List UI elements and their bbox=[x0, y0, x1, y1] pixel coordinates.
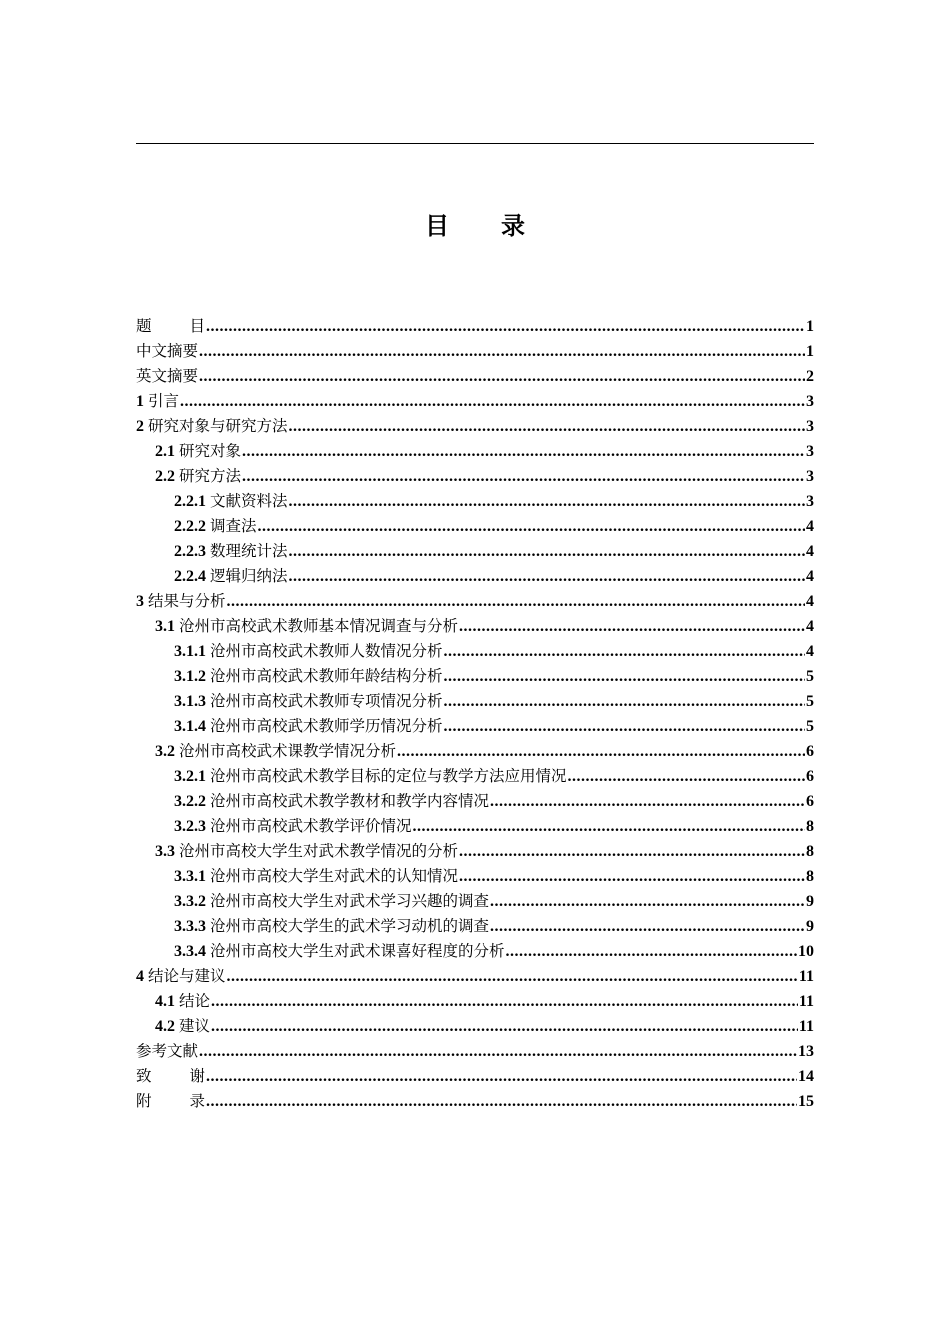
toc-page-number: 4 bbox=[806, 593, 814, 610]
toc-entry-number: 1 bbox=[136, 393, 144, 410]
toc-leader-dots bbox=[199, 1039, 797, 1064]
toc-entry[interactable] bbox=[136, 414, 814, 439]
toc-entry[interactable] bbox=[136, 314, 814, 339]
toc-entry-title bbox=[136, 1089, 205, 1114]
toc-entry[interactable] bbox=[136, 989, 814, 1014]
toc-entry[interactable] bbox=[136, 864, 814, 889]
toc-entry-title: 沧州市高校大学生对武术课喜好程度的分析 bbox=[210, 942, 505, 960]
toc-leader-dots bbox=[413, 814, 805, 839]
toc-leader-dots bbox=[258, 514, 805, 539]
toc-entry-title-char: 附 bbox=[136, 1092, 152, 1110]
toc-entry-title: 结论 bbox=[179, 992, 211, 1010]
toc-leader-dots bbox=[227, 589, 805, 614]
toc-entry[interactable] bbox=[136, 589, 814, 614]
toc-entry[interactable] bbox=[136, 539, 814, 564]
toc-entry-title: 研究对象与研究方法 bbox=[148, 417, 288, 435]
toc-leader-dots bbox=[289, 564, 805, 589]
toc-entry-number: 4.2 bbox=[155, 1018, 175, 1035]
toc-page-number: 5 bbox=[806, 668, 814, 685]
toc-entry-title-char: 录 bbox=[189, 1092, 206, 1110]
toc-leader-dots bbox=[211, 1014, 798, 1039]
toc-entry-number: 3.3 bbox=[155, 843, 175, 860]
toc-entry-number: 3.1.2 bbox=[174, 668, 206, 685]
toc-entry-title: 沧州市高校武术教学目标的定位与教学方法应用情况 bbox=[210, 767, 567, 785]
toc-leader-dots bbox=[506, 939, 797, 964]
toc-entry-title bbox=[136, 314, 205, 339]
toc-page-number: 8 bbox=[806, 868, 814, 885]
toc-entry-number: 3.2 bbox=[155, 743, 175, 760]
toc-entry-title-char: 谢 bbox=[189, 1067, 206, 1085]
toc-entry[interactable] bbox=[136, 364, 814, 389]
toc-page-number: 5 bbox=[806, 693, 814, 710]
toc-entry-title: 沧州市高校大学生对武术学习兴趣的调查 bbox=[210, 892, 490, 910]
toc-entry[interactable] bbox=[136, 489, 814, 514]
toc-leader-dots bbox=[459, 864, 805, 889]
header-rule bbox=[136, 143, 814, 144]
toc-entry-title: 沧州市高校武术教师学历情况分析 bbox=[210, 717, 443, 735]
table-of-contents bbox=[136, 314, 814, 1114]
toc-entry-number: 3.2.3 bbox=[174, 818, 206, 835]
toc-leader-dots bbox=[289, 414, 805, 439]
toc-entry-title: 建议 bbox=[179, 1017, 211, 1035]
toc-entry-title: 文献资料法 bbox=[210, 492, 288, 510]
toc-page-number: 3 bbox=[806, 418, 814, 435]
toc-leader-dots bbox=[444, 664, 805, 689]
toc-entry-title: 沧州市高校大学生对武术教学情况的分析 bbox=[179, 842, 459, 860]
toc-page-number: 13 bbox=[798, 1043, 814, 1060]
toc-entry-number: 3.1.1 bbox=[174, 643, 206, 660]
toc-entry-number: 3.3.4 bbox=[174, 943, 206, 960]
toc-entry-number: 2.2 bbox=[155, 468, 175, 485]
toc-leader-dots bbox=[459, 839, 805, 864]
toc-entry[interactable] bbox=[136, 1089, 814, 1114]
toc-page-number: 9 bbox=[806, 918, 814, 935]
toc-leader-dots bbox=[206, 314, 805, 339]
toc-page-number: 11 bbox=[798, 993, 814, 1010]
toc-entry-title: 沧州市高校武术教师专项情况分析 bbox=[210, 692, 443, 710]
toc-page-number: 10 bbox=[798, 943, 814, 960]
toc-page-number: 5 bbox=[806, 718, 814, 735]
toc-page-number: 3 bbox=[806, 443, 814, 460]
toc-entry[interactable] bbox=[136, 839, 814, 864]
toc-page-number: 8 bbox=[806, 843, 814, 860]
toc-entry[interactable] bbox=[136, 689, 814, 714]
toc-entry-number: 3 bbox=[136, 593, 144, 610]
title-char-1: 目 bbox=[425, 212, 449, 240]
toc-entry-title: 调查法 bbox=[210, 517, 257, 535]
toc-entry-title-char: 题 bbox=[136, 317, 152, 335]
title-char-2: 录 bbox=[501, 212, 525, 240]
toc-entry-number: 4 bbox=[136, 968, 144, 985]
toc-leader-dots bbox=[211, 989, 798, 1014]
toc-entry-number: 3.1.3 bbox=[174, 693, 206, 710]
toc-page-number: 6 bbox=[806, 768, 814, 785]
toc-entry-title: 逻辑归纳法 bbox=[210, 567, 288, 585]
toc-entry[interactable] bbox=[136, 339, 814, 364]
toc-leader-dots bbox=[289, 539, 805, 564]
toc-entry-title: 引言 bbox=[148, 392, 180, 410]
page-title bbox=[0, 206, 950, 241]
toc-entry[interactable] bbox=[136, 614, 814, 639]
toc-leader-dots bbox=[289, 489, 805, 514]
toc-entry[interactable] bbox=[136, 939, 814, 964]
toc-entry-title: 英文摘要 bbox=[136, 367, 199, 385]
toc-entry[interactable] bbox=[136, 564, 814, 589]
toc-entry[interactable] bbox=[136, 439, 814, 464]
toc-entry-title: 沧州市高校武术教师人数情况分析 bbox=[210, 642, 443, 660]
toc-leader-dots bbox=[206, 1089, 797, 1114]
toc-page-number: 4 bbox=[806, 518, 814, 535]
toc-leader-dots bbox=[199, 364, 805, 389]
toc-entry-title: 沧州市高校武术课教学情况分析 bbox=[179, 742, 397, 760]
toc-page-number: 4 bbox=[806, 618, 814, 635]
toc-entry-number: 3.2.2 bbox=[174, 793, 206, 810]
toc-entry[interactable] bbox=[136, 1014, 814, 1039]
toc-entry-number: 3.1 bbox=[155, 618, 175, 635]
toc-entry-number: 3.3.1 bbox=[174, 868, 206, 885]
toc-entry-title-char: 目 bbox=[189, 317, 206, 335]
toc-entry-title: 沧州市高校武术教师基本情况调查与分析 bbox=[179, 617, 459, 635]
toc-entry[interactable] bbox=[136, 639, 814, 664]
toc-entry[interactable] bbox=[136, 889, 814, 914]
toc-entry[interactable] bbox=[136, 714, 814, 739]
toc-entry-title: 沧州市高校大学生对武术的认知情况 bbox=[210, 867, 459, 885]
toc-entry-title: 沧州市高校武术教学评价情况 bbox=[210, 817, 412, 835]
toc-entry-title: 沧州市高校武术教学教材和教学内容情况 bbox=[210, 792, 490, 810]
toc-entry[interactable] bbox=[136, 814, 814, 839]
toc-entry-title: 数理统计法 bbox=[210, 542, 288, 560]
toc-entry[interactable] bbox=[136, 389, 814, 414]
toc-page-number: 3 bbox=[806, 468, 814, 485]
toc-leader-dots bbox=[459, 614, 805, 639]
toc-page-number: 6 bbox=[806, 743, 814, 760]
toc-entry-number: 3.3.2 bbox=[174, 893, 206, 910]
toc-page-number: 9 bbox=[806, 893, 814, 910]
toc-leader-dots bbox=[227, 964, 798, 989]
toc-page-number: 2 bbox=[806, 368, 814, 385]
toc-entry-number: 3.2.1 bbox=[174, 768, 206, 785]
toc-page-number: 11 bbox=[798, 968, 814, 985]
toc-leader-dots bbox=[490, 789, 805, 814]
toc-entry-title: 结论与建议 bbox=[148, 967, 226, 985]
toc-entry-number: 3.1.4 bbox=[174, 718, 206, 735]
toc-entry-number: 2.2.4 bbox=[174, 568, 206, 585]
toc-entry-title: 研究对象 bbox=[179, 442, 242, 460]
toc-page-number: 4 bbox=[806, 643, 814, 660]
toc-leader-dots bbox=[397, 739, 805, 764]
toc-entry[interactable] bbox=[136, 964, 814, 989]
toc-page-number: 14 bbox=[798, 1068, 814, 1085]
toc-leader-dots bbox=[199, 339, 805, 364]
toc-entry-title: 中文摘要 bbox=[136, 342, 199, 360]
toc-page-number: 11 bbox=[798, 1018, 814, 1035]
toc-entry[interactable] bbox=[136, 764, 814, 789]
toc-page-number: 1 bbox=[806, 318, 814, 335]
toc-leader-dots bbox=[444, 714, 805, 739]
toc-entry-number: 3.3.3 bbox=[174, 918, 206, 935]
toc-page-number: 4 bbox=[806, 568, 814, 585]
toc-entry[interactable] bbox=[136, 1064, 814, 1089]
toc-entry-title-char: 致 bbox=[136, 1067, 152, 1085]
toc-entry[interactable] bbox=[136, 789, 814, 814]
toc-entry-title: 研究方法 bbox=[179, 467, 242, 485]
toc-page-number: 3 bbox=[806, 393, 814, 410]
toc-page-number: 6 bbox=[806, 793, 814, 810]
toc-page-number: 15 bbox=[798, 1093, 814, 1110]
toc-entry[interactable] bbox=[136, 664, 814, 689]
toc-entry-title: 结果与分析 bbox=[148, 592, 226, 610]
toc-entry[interactable] bbox=[136, 1039, 814, 1064]
toc-entry[interactable] bbox=[136, 464, 814, 489]
toc-leader-dots bbox=[180, 389, 805, 414]
toc-page-number: 1 bbox=[806, 343, 814, 360]
toc-entry-number: 2.1 bbox=[155, 443, 175, 460]
toc-entry-number: 2.2.3 bbox=[174, 543, 206, 560]
toc-leader-dots bbox=[568, 764, 805, 789]
toc-entry[interactable] bbox=[136, 739, 814, 764]
toc-entry-title: 参考文献 bbox=[136, 1042, 199, 1060]
toc-page-number: 4 bbox=[806, 543, 814, 560]
toc-leader-dots bbox=[490, 889, 805, 914]
toc-entry-title: 沧州市高校武术教师年龄结构分析 bbox=[210, 667, 443, 685]
toc-leader-dots bbox=[490, 914, 805, 939]
toc-entry-title: 沧州市高校大学生的武术学习动机的调查 bbox=[210, 917, 490, 935]
toc-entry-number: 2.2.2 bbox=[174, 518, 206, 535]
toc-entry-number: 2.2.1 bbox=[174, 493, 206, 510]
toc-entry-title bbox=[136, 1064, 205, 1089]
toc-leader-dots bbox=[444, 639, 805, 664]
toc-leader-dots bbox=[242, 439, 805, 464]
toc-entry[interactable] bbox=[136, 514, 814, 539]
toc-page-number: 8 bbox=[806, 818, 814, 835]
toc-entry-number: 2 bbox=[136, 418, 144, 435]
toc-leader-dots bbox=[242, 464, 805, 489]
toc-entry[interactable] bbox=[136, 914, 814, 939]
toc-entry-number: 4.1 bbox=[155, 993, 175, 1010]
toc-page-number: 3 bbox=[806, 493, 814, 510]
toc-leader-dots bbox=[444, 689, 805, 714]
toc-leader-dots bbox=[206, 1064, 797, 1089]
